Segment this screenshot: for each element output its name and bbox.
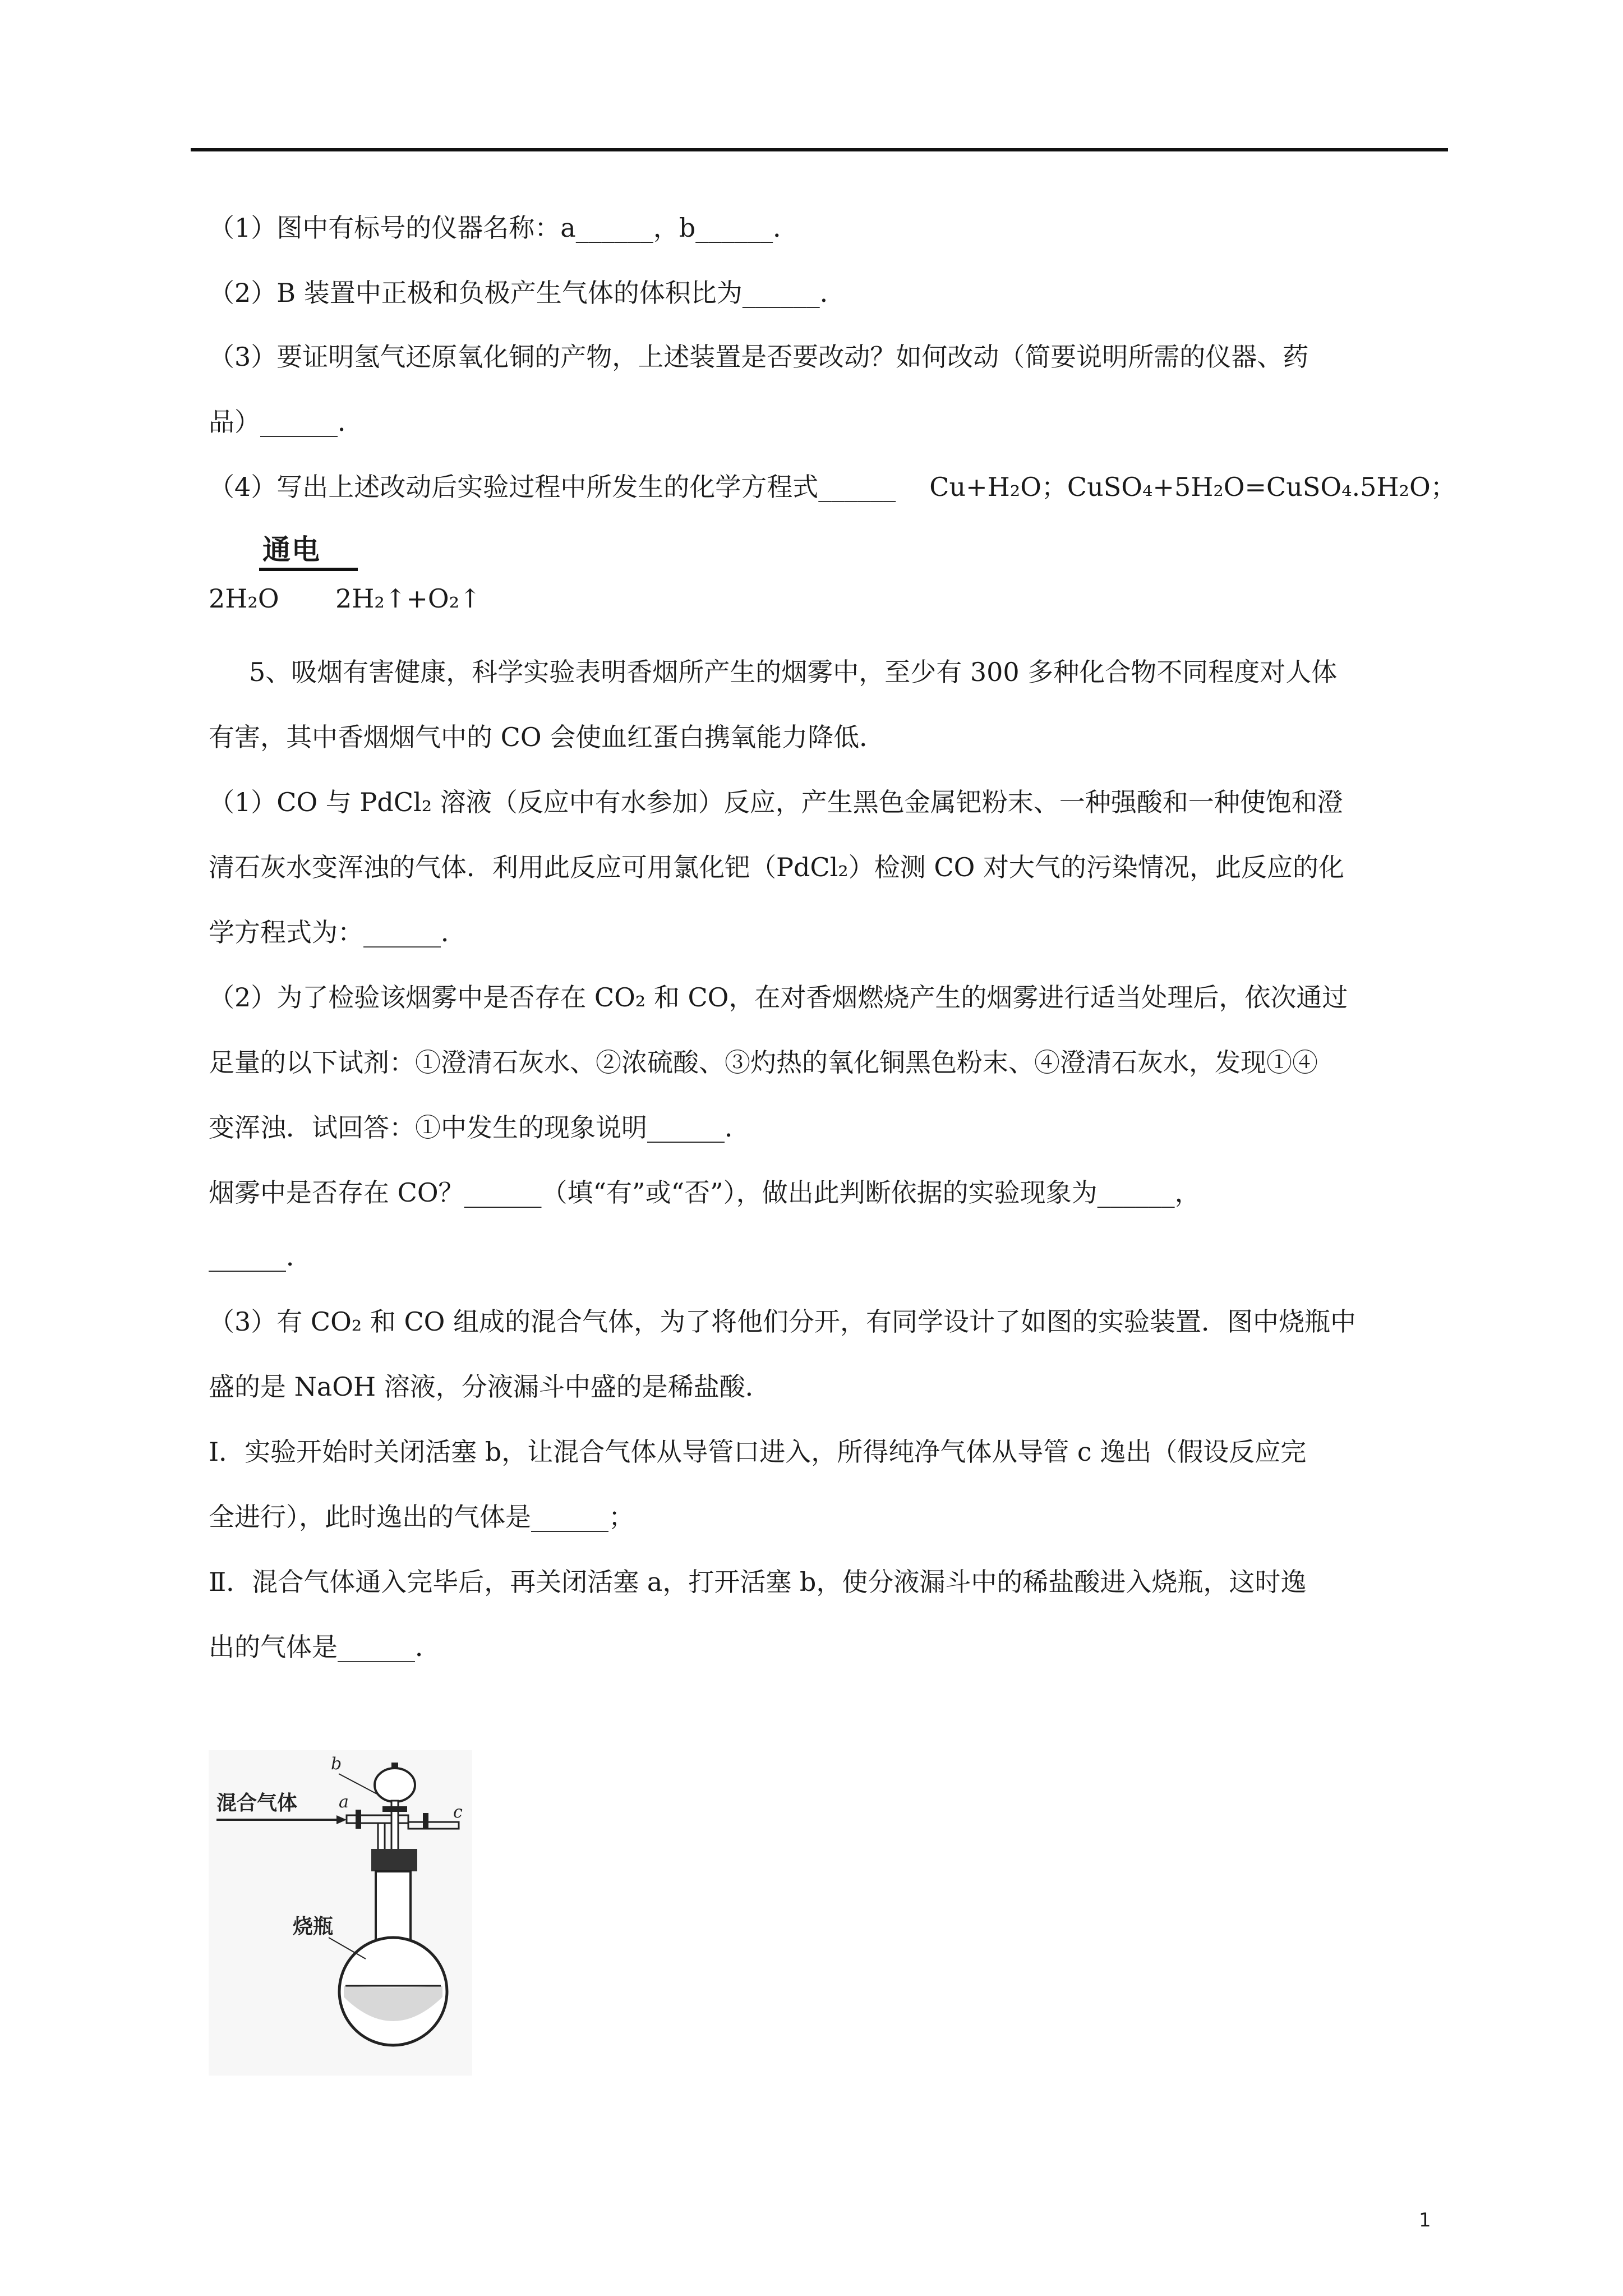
rubber-stopper [371,1849,417,1871]
outlet-clip [423,1813,428,1829]
p5-q3-line-1: （3）有 CO₂ 和 CO 组成的混合气体，为了将他们分开，有同学设计了如图的实验装置．图中烧瓶中 [209,1306,1357,1337]
question-1: （1）图中有标号的仪器名称：a______，b______． [209,213,799,243]
p5-q3-line-2: 盛的是 NaOH 溶液，分液漏斗中盛的是稀盐酸． [209,1372,771,1402]
part-II-line-2: 出的气体是______． [209,1632,441,1662]
condition-bar [259,568,358,571]
apparatus-figure [209,1750,472,2076]
equation-products: 2H₂↑+O₂↑ [335,583,481,614]
part-II-line-1: Ⅱ．混合气体通入完毕后，再关闭活塞 a，打开活塞 b，使分液漏斗中的稀盐酸进入烧瓶，这时逸 [209,1567,1307,1597]
part-I-line-1: Ⅰ．实验开始时关闭活塞 b，让混合气体从导管口进入，所得纯净气体从导管 c 逸出（假设反应完 [209,1437,1307,1467]
p5-q1-line-2: 清石灰水变浑浊的气体．利用此反应可用氯化钯（PdCl₂）检测 CO 对大气的污染情况，此反应的化 [209,852,1344,882]
part-I-line-2: 全进行），此时逸出的气体是______； [209,1502,634,1532]
question-4-equation: Cu+H₂O；CuSO₄+5H₂O=CuSO₄.5H₂O； [929,472,1456,502]
paragraph-5-line-1: 5、吸烟有害健康，科学实验表明香烟所产生的烟雾中，至少有 300 多种化合物不同程度对人体 [249,657,1338,687]
reaction-condition: 通电 [262,533,321,566]
p5-q2-line-1: （2）为了检验该烟雾中是否存在 CO₂ 和 CO，在对香烟燃烧产生的烟雾进行适当处理后，依次通过 [209,982,1348,1013]
question-3-line-1: （3）要证明氢气还原氧化铜的产物，上述装置是否要改动？如何改动（简要说明所需的仪器、药 [209,342,1309,372]
question-2: （2）B 装置中正极和负极产生气体的体积比为______． [209,278,846,308]
label-flask: 烧瓶 [293,1915,334,1938]
p5-q1-line-1: （1）CO 与 PdCl₂ 溶液（反应中有水参加）反应，产生黑色金属钯粉末、一种强酸和一种使饱和澄 [209,787,1343,817]
question-4-line [209,470,1454,504]
p5-q2-line-3: 变浑浊．试回答：①中发生的现象说明______． [209,1112,750,1143]
funnel-stopper [391,1763,398,1769]
question-4-prefix: （4）写出上述改动后实验过程中所发生的化学方程式______ [209,472,896,502]
p5-q1-line-3: 学方程式为：______． [209,917,467,947]
paragraph-5-line-2: 有害，其中香烟烟气中的 CO 会使血红蛋白携氧能力降低． [209,722,886,752]
page-number: 1 [1419,2209,1431,2231]
p5-q2-line-2: 足量的以下试剂：①澄清石灰水、②浓硫酸、③灼热的氧化铜黑色粉末、④澄清石灰水，发现①④ [209,1047,1318,1078]
electrolysis-equation [209,527,713,628]
header-rule [191,148,1448,151]
question-3-line-2: 品）______． [209,407,363,437]
stopcock-b [382,1806,407,1812]
label-mixed-gas: 混合气体 [216,1792,298,1815]
separatory-funnel [375,1768,415,1802]
flask-neck [376,1871,411,1944]
label-a: a [339,1792,349,1812]
label-c: c [453,1802,463,1822]
p5-q2-line-4: 烟雾中是否存在 CO？______（填“有”或“否”），做出此判断依据的实验现象为______， [209,1177,1201,1208]
p5-q2-line-5: ______． [209,1241,312,1272]
equation-reactant: 2H₂O [209,583,279,614]
label-b: b [331,1754,342,1774]
stopcock-a [356,1810,361,1829]
